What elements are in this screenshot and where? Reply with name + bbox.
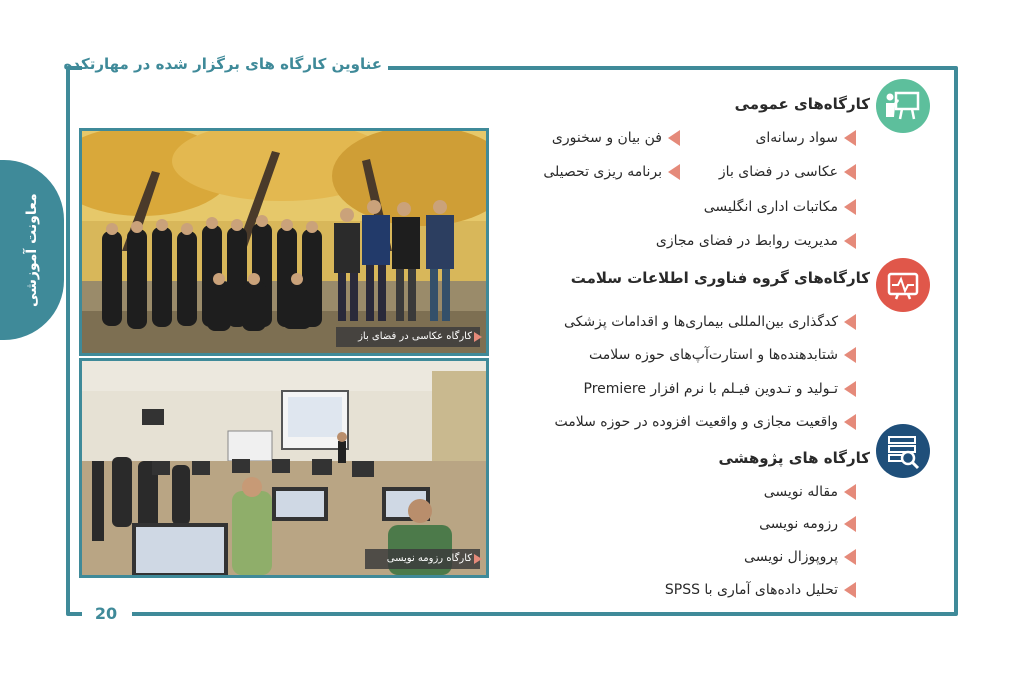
list-item: مکاتبات اداری انگلیسی: [703, 199, 838, 215]
bullet-icon: [844, 549, 856, 565]
bullet-icon: [844, 484, 856, 500]
bullet-icon: [668, 130, 680, 146]
list-item: مقاله نویسی: [763, 484, 838, 500]
list-item: رزومه نویسی: [759, 516, 838, 532]
list-item: فن بیان و سخنوری: [551, 130, 662, 146]
list-item: کدگذاری بین‌المللی بیماری‌ها و اقدامات پزشکی: [564, 314, 838, 330]
bullet-icon: [844, 347, 856, 363]
research-search-icon: [876, 424, 930, 478]
health-monitor-icon: [876, 258, 930, 312]
list-item: عکاسی در فضای باز: [718, 164, 838, 180]
side-tab-label: معاونت آموزشی: [24, 193, 40, 307]
list-item: تـولید و تـدوین فیـلم با نرم افزار Premiere: [583, 381, 838, 397]
bullet-icon: [844, 199, 856, 215]
bullet-icon: [844, 381, 856, 397]
bullet-icon: [844, 164, 856, 180]
photo-caption: [365, 549, 480, 569]
bullet-icon: [844, 582, 856, 598]
bullet-icon: [844, 516, 856, 532]
photo-caption-text: کارگاه عکاسی در فضای باز: [358, 331, 472, 342]
bullet-icon: [844, 130, 856, 146]
photo-caption-text: کارگاه رزومه نویسی: [386, 553, 472, 564]
caption-marker-icon: [474, 554, 482, 564]
page-title: عناوین کارگاه های برگزار شده در مهارتکده: [63, 55, 382, 73]
photo-outdoor-workshop: [79, 128, 489, 356]
list-item: برنامه ریزی تحصیلی: [543, 164, 662, 180]
section-heading-health-it: کارگاه‌های گروه فناوری اطلاعات سلامت: [570, 269, 870, 287]
list-item: پروپوزال نویسی: [744, 549, 838, 565]
list-item: واقعیت مجازی و واقعیت افزوده در حوزه سلامت: [554, 414, 838, 430]
group-photo-illustration: [82, 131, 486, 353]
list-item: تحلیل داده‌های آماری با SPSS: [664, 582, 838, 598]
caption-marker-icon: [474, 332, 482, 342]
section-heading-research: کارگاه های پژوهشی: [718, 449, 870, 467]
section-heading-general: کارگاه‌های عمومی: [734, 95, 870, 113]
list-item: سواد رسانه‌ای: [755, 130, 838, 146]
page-number: 20: [94, 604, 118, 623]
list-item: شتابدهنده‌ها و استارت‌آپ‌های حوزه سلامت: [588, 347, 838, 363]
classroom-illustration: [82, 361, 486, 575]
bullet-icon: [844, 314, 856, 330]
photo-caption: [336, 327, 480, 347]
bullet-icon: [844, 233, 856, 249]
photo-resume-workshop: [79, 358, 489, 578]
presentation-board-icon: [876, 79, 930, 133]
list-item: مدیریت روابط در فضای مجازی: [655, 233, 838, 249]
bullet-icon: [844, 414, 856, 430]
bullet-icon: [668, 164, 680, 180]
